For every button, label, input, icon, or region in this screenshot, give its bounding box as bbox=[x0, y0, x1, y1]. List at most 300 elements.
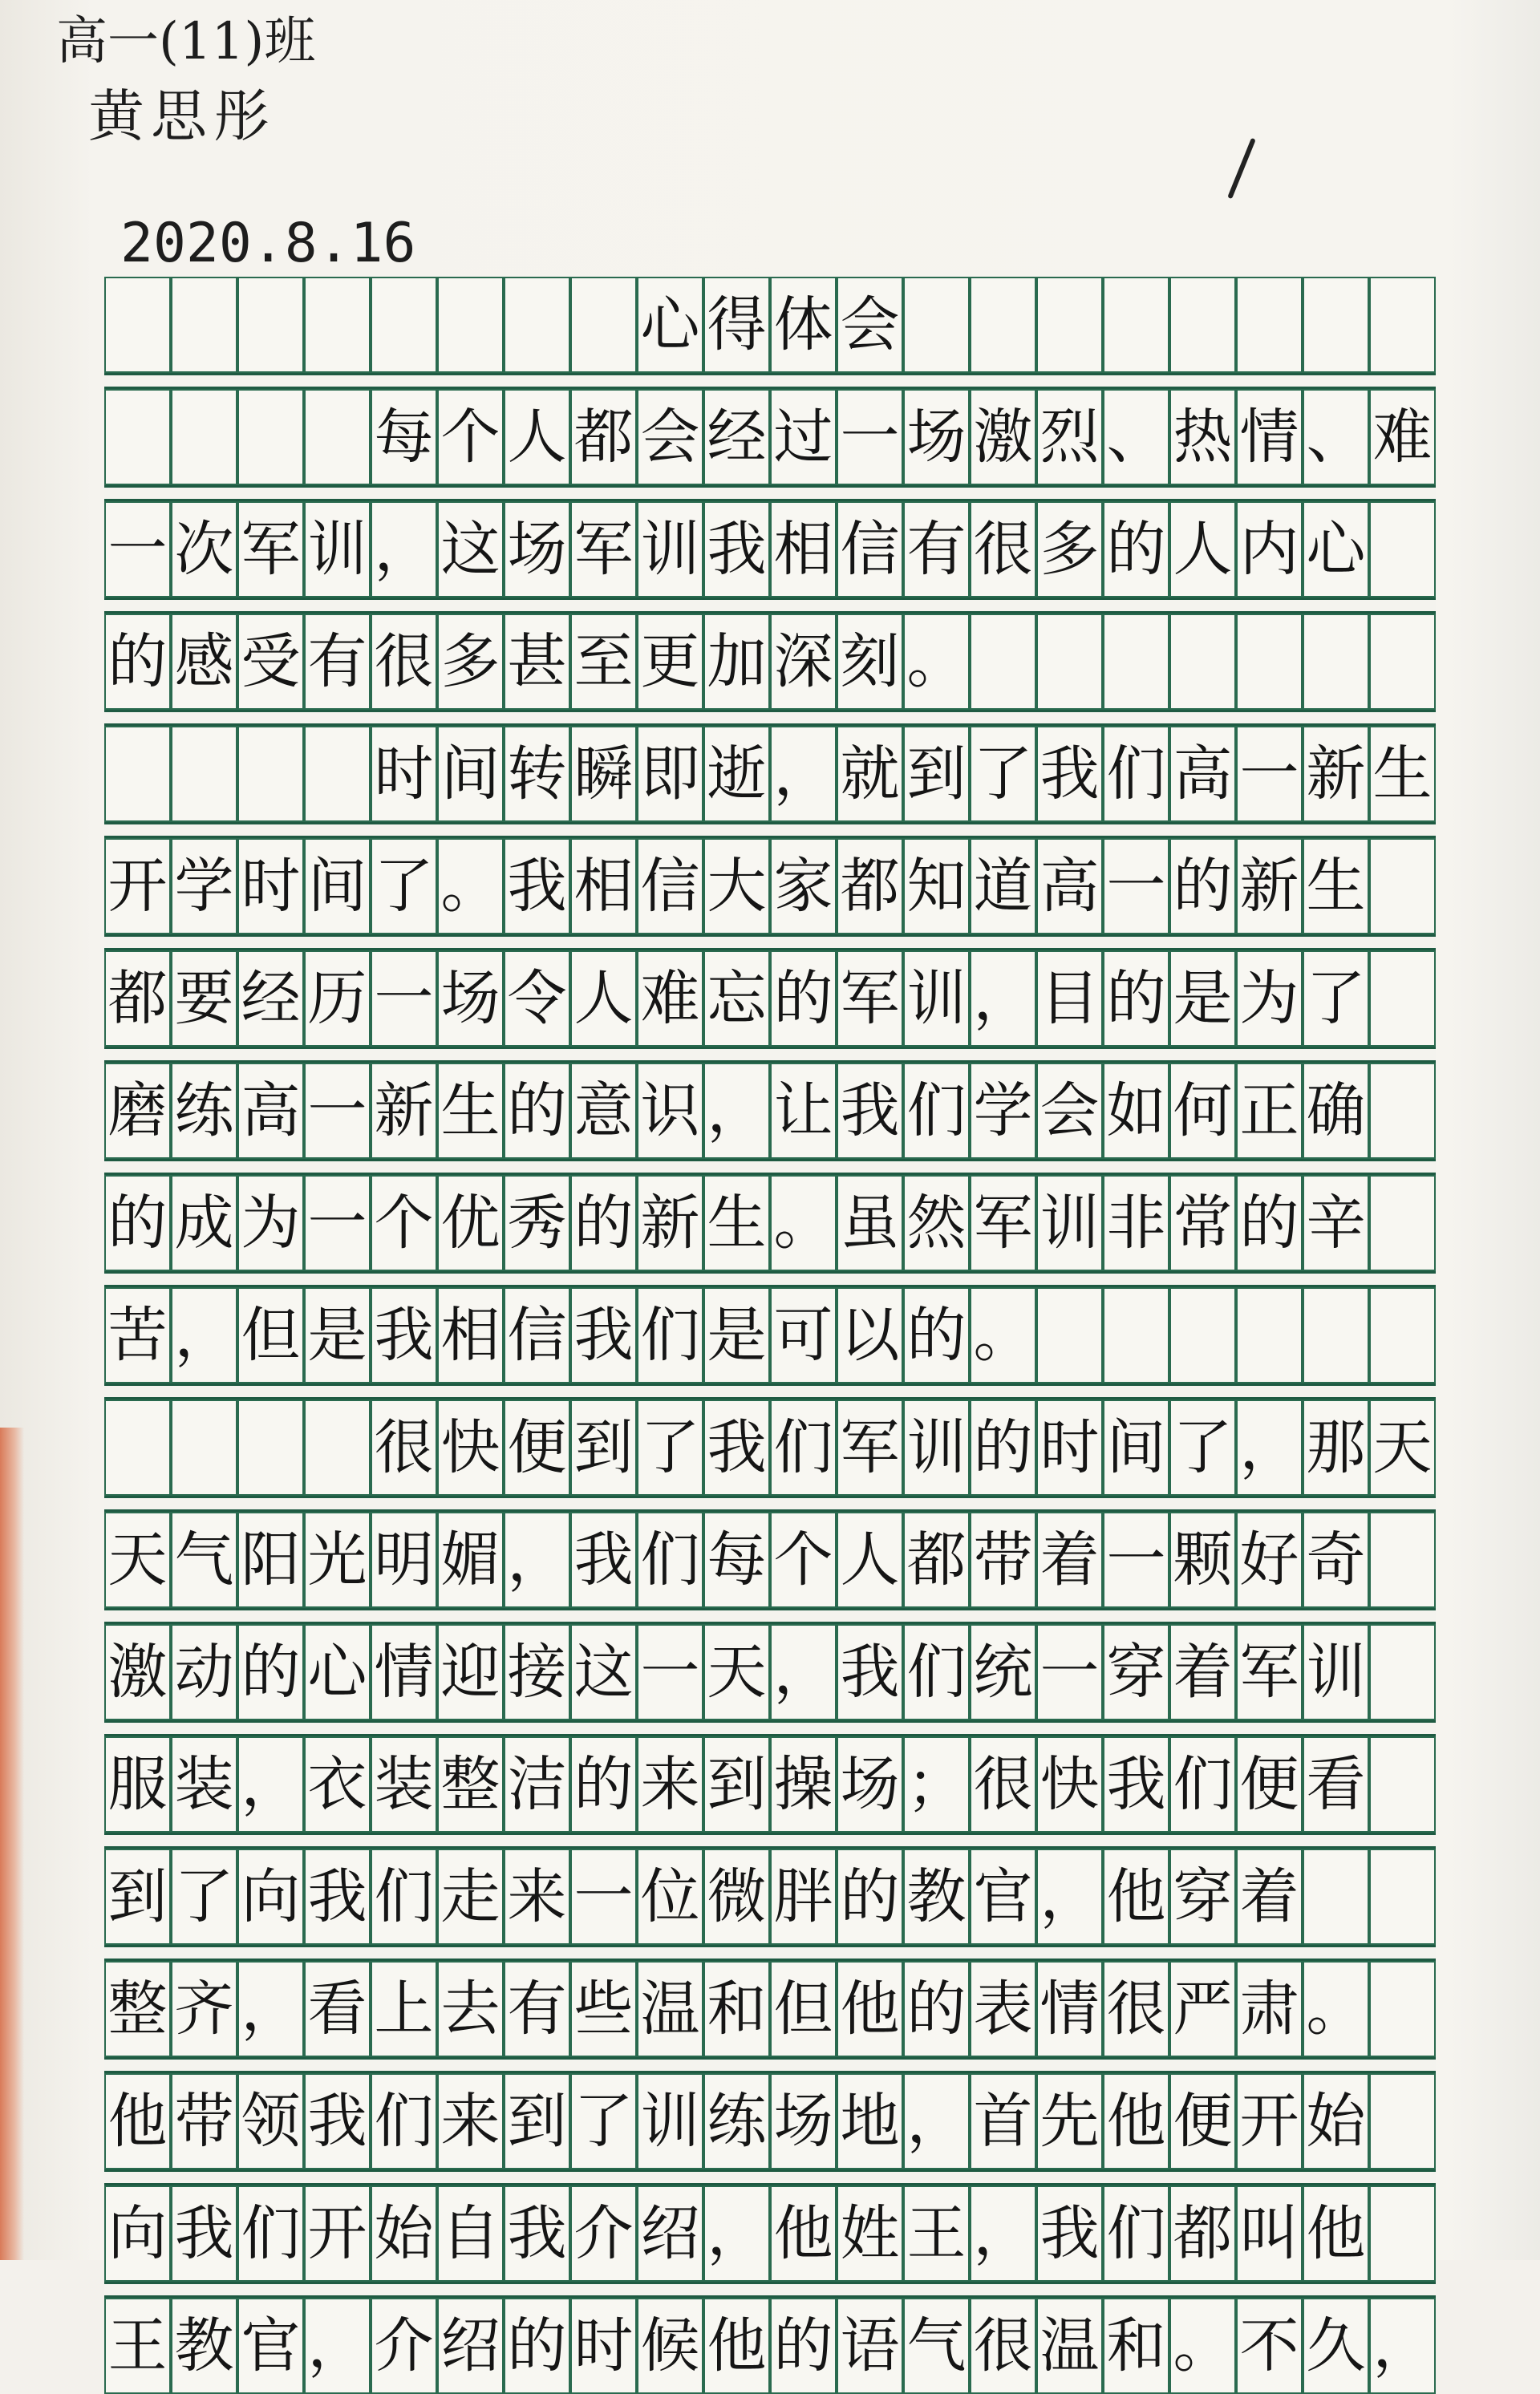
grid-cell: 至 bbox=[570, 614, 637, 710]
grid-cell: ， bbox=[304, 2298, 371, 2394]
grid-cell: 很 bbox=[970, 1736, 1036, 1833]
grid-cell: 姓 bbox=[837, 2185, 903, 2282]
grid-cell: 向 bbox=[237, 1849, 304, 1945]
grid-cell: 会 bbox=[637, 389, 703, 485]
grid-cell: 很 bbox=[371, 614, 437, 710]
grid-cell: 逝 bbox=[703, 726, 770, 822]
grid-cell: 很 bbox=[371, 1400, 437, 1496]
grid-cell: 大 bbox=[703, 838, 770, 934]
grid-cell: 心 bbox=[1303, 501, 1369, 597]
grid-cell: 奇 bbox=[1303, 1512, 1369, 1608]
grid-cell: 新 bbox=[371, 1063, 437, 1159]
grid-cell: 快 bbox=[437, 1400, 504, 1496]
grid-cell: 始 bbox=[371, 2185, 437, 2282]
row-gap bbox=[104, 1945, 1436, 1961]
grid-cell: 以 bbox=[837, 1287, 903, 1383]
grid-cell: 激 bbox=[970, 389, 1036, 485]
row-gap bbox=[104, 934, 1436, 950]
grid-cell: 开 bbox=[304, 2185, 371, 2282]
grid-cell: 的 bbox=[1236, 1175, 1303, 1271]
grid-cell: 快 bbox=[1036, 1736, 1103, 1833]
grid-cell: 带 bbox=[171, 2073, 237, 2169]
grid-cell: 他 bbox=[837, 1961, 903, 2057]
grid-cell bbox=[1369, 1624, 1436, 1720]
grid-cell: 衣 bbox=[304, 1736, 371, 1833]
grid-cell bbox=[1369, 1175, 1436, 1271]
grid-cell: 相 bbox=[770, 501, 837, 597]
grid-cell: ， bbox=[903, 2073, 970, 2169]
grid-cell: 个 bbox=[770, 1512, 837, 1608]
grid-cell: 优 bbox=[437, 1175, 504, 1271]
grid-cell: 热 bbox=[1169, 389, 1236, 485]
grid-cell: ， bbox=[171, 1287, 237, 1383]
grid-cell: 烈 bbox=[1036, 389, 1103, 485]
grid-cell bbox=[237, 726, 304, 822]
grid-cell: 军 bbox=[970, 1175, 1036, 1271]
grid-cell: 教 bbox=[171, 2298, 237, 2394]
grid-cell: 的 bbox=[1103, 950, 1169, 1047]
grid-cell bbox=[970, 614, 1036, 710]
grid-cell bbox=[1369, 950, 1436, 1047]
grid-cell: 都 bbox=[903, 1512, 970, 1608]
grid-cell: 更 bbox=[637, 614, 703, 710]
grid-cell: 他 bbox=[703, 2298, 770, 2394]
row-gap bbox=[104, 1608, 1436, 1624]
grid-cell: 为 bbox=[237, 1175, 304, 1271]
grid-cell: 难 bbox=[637, 950, 703, 1047]
grid-cell bbox=[1103, 1287, 1169, 1383]
grid-cell: 到 bbox=[703, 1736, 770, 1833]
grid-cell: 我 bbox=[1036, 2185, 1103, 2282]
grid-cell: 操 bbox=[770, 1736, 837, 1833]
row-gap bbox=[104, 1496, 1436, 1512]
grid-cell: 我 bbox=[371, 1287, 437, 1383]
grid-cell: ， bbox=[1369, 2298, 1436, 2394]
row-gap bbox=[104, 2169, 1436, 2185]
class-label: 高一(11)班 bbox=[56, 12, 316, 71]
grid-cell: 时 bbox=[570, 2298, 637, 2394]
grid-cell: 都 bbox=[104, 950, 171, 1047]
grid-cell: 情 bbox=[1236, 389, 1303, 485]
grid-cell: 训 bbox=[1303, 1624, 1369, 1720]
grid-cell: 一 bbox=[304, 1063, 371, 1159]
grid-cell: 场 bbox=[903, 389, 970, 485]
grid-cell bbox=[1169, 277, 1236, 373]
grid-cell: 接 bbox=[504, 1624, 570, 1720]
grid-cell: 新 bbox=[1236, 838, 1303, 934]
grid-cell: 语 bbox=[837, 2298, 903, 2394]
grid-cell: 我 bbox=[304, 1849, 371, 1945]
grid-cell: 为 bbox=[1236, 950, 1303, 1047]
grid-cell: 高 bbox=[1036, 838, 1103, 934]
grid-cell: 先 bbox=[1036, 2073, 1103, 2169]
grid-cell: 们 bbox=[903, 1624, 970, 1720]
grid-cell: 那 bbox=[1303, 1400, 1369, 1496]
grid-cell: 王 bbox=[903, 2185, 970, 2282]
grid-cell: 我 bbox=[570, 1512, 637, 1608]
grid-cell: 瞬 bbox=[570, 726, 637, 822]
grid-cell: 一 bbox=[637, 1624, 703, 1720]
grid-cell: 生 bbox=[437, 1063, 504, 1159]
grid-cell: 动 bbox=[171, 1624, 237, 1720]
grid-cell: 我 bbox=[837, 1063, 903, 1159]
grid-cell: 光 bbox=[304, 1512, 371, 1608]
row-gap bbox=[104, 1833, 1436, 1849]
row-gap bbox=[104, 710, 1436, 726]
grid-cell: 个 bbox=[371, 1175, 437, 1271]
grid-cell: 场 bbox=[770, 2073, 837, 2169]
grid-cell bbox=[1103, 614, 1169, 710]
grid-cell bbox=[1369, 2185, 1436, 2282]
grid-cell bbox=[1036, 1287, 1103, 1383]
grid-cell: 的 bbox=[570, 1175, 637, 1271]
grid-cell: 会 bbox=[837, 277, 903, 373]
grid-cell bbox=[237, 1400, 304, 1496]
grid-cell: 人 bbox=[1169, 501, 1236, 597]
grid-cell bbox=[1369, 1736, 1436, 1833]
grid-cell bbox=[1036, 277, 1103, 373]
grid-cell: 便 bbox=[504, 1400, 570, 1496]
grid-cell: 着 bbox=[1169, 1624, 1236, 1720]
grid-cell bbox=[1369, 501, 1436, 597]
grid-cell bbox=[104, 277, 171, 373]
grid-cell: 生 bbox=[703, 1175, 770, 1271]
grid-cell: 颗 bbox=[1169, 1512, 1236, 1608]
grid-cell: 训 bbox=[304, 501, 371, 597]
grid-cell: 了 bbox=[171, 1849, 237, 1945]
grid-cell: 即 bbox=[637, 726, 703, 822]
grid-cell: 我 bbox=[703, 501, 770, 597]
grid-cell bbox=[171, 389, 237, 485]
grid-cell: 知 bbox=[903, 838, 970, 934]
grid-cell: 这 bbox=[437, 501, 504, 597]
grid-cell: 了 bbox=[1169, 1400, 1236, 1496]
grid-cell: 来 bbox=[504, 1849, 570, 1945]
grid-cell: 们 bbox=[1103, 726, 1169, 822]
grid-cell: 有 bbox=[504, 1961, 570, 2057]
grid-cell: 他 bbox=[1303, 2185, 1369, 2282]
grid-cell: 领 bbox=[237, 2073, 304, 2169]
grid-cell: 确 bbox=[1303, 1063, 1369, 1159]
grid-cell: 叫 bbox=[1236, 2185, 1303, 2282]
grid-row bbox=[104, 1624, 1436, 1720]
grid-cell: 的 bbox=[770, 2298, 837, 2394]
grid-cell: 们 bbox=[903, 1063, 970, 1159]
grid-cell: 军 bbox=[837, 950, 903, 1047]
grid-cell: 和 bbox=[703, 1961, 770, 2057]
grid-cell: 有 bbox=[903, 501, 970, 597]
grid-cell: 了 bbox=[371, 838, 437, 934]
grid-cell: 学 bbox=[970, 1063, 1036, 1159]
grid-cell: 相 bbox=[570, 838, 637, 934]
grid-cell: ， bbox=[1236, 1400, 1303, 1496]
grid-cell: 便 bbox=[1169, 2073, 1236, 2169]
grid-cell: 训 bbox=[637, 2073, 703, 2169]
grid-cell: 人 bbox=[837, 1512, 903, 1608]
grid-cell: 都 bbox=[570, 389, 637, 485]
grid-cell: 历 bbox=[304, 950, 371, 1047]
grid-cell: 训 bbox=[903, 1400, 970, 1496]
grid-cell: 洁 bbox=[504, 1736, 570, 1833]
grid-cell: 心 bbox=[304, 1624, 371, 1720]
grid-cell bbox=[171, 726, 237, 822]
grid-cell: 虽 bbox=[837, 1175, 903, 1271]
grid-cell: 都 bbox=[837, 838, 903, 934]
grid-cell: 统 bbox=[970, 1624, 1036, 1720]
grid-cell: 的 bbox=[237, 1624, 304, 1720]
grid-cell: 过 bbox=[770, 389, 837, 485]
grid-cell: 时 bbox=[1036, 1400, 1103, 1496]
grid-row bbox=[104, 2298, 1436, 2394]
grid-cell: 忘 bbox=[703, 950, 770, 1047]
grid-cell: ， bbox=[1036, 1849, 1103, 1945]
grid-cell: 的 bbox=[837, 1849, 903, 1945]
row-gap bbox=[104, 1047, 1436, 1063]
grid-cell: 地 bbox=[837, 2073, 903, 2169]
grid-cell: 人 bbox=[570, 950, 637, 1047]
grid-cell: 每 bbox=[371, 389, 437, 485]
grid-cell: 的 bbox=[504, 1063, 570, 1159]
grid-cell: 了 bbox=[1303, 950, 1369, 1047]
grid-cell bbox=[504, 277, 570, 373]
grid-cell: ， bbox=[970, 950, 1036, 1047]
grid-cell bbox=[1369, 1961, 1436, 2057]
grid-cell: 一 bbox=[104, 501, 171, 597]
grid-cell bbox=[304, 277, 371, 373]
grid-cell: 是 bbox=[304, 1287, 371, 1383]
grid-cell: 们 bbox=[637, 1287, 703, 1383]
grid-cell: 。 bbox=[970, 1287, 1036, 1383]
grid-row bbox=[104, 389, 1436, 485]
grid-cell: 便 bbox=[1236, 1736, 1303, 1833]
grid-cell: 会 bbox=[1036, 1063, 1103, 1159]
grid-cell bbox=[1369, 1063, 1436, 1159]
grid-cell bbox=[437, 277, 504, 373]
row-gap bbox=[104, 1271, 1436, 1287]
grid-cell bbox=[171, 277, 237, 373]
grid-cell: 他 bbox=[104, 2073, 171, 2169]
grid-cell: 的 bbox=[970, 1400, 1036, 1496]
grid-cell: 经 bbox=[237, 950, 304, 1047]
grid-cell: 他 bbox=[1103, 1849, 1169, 1945]
grid-row bbox=[104, 838, 1436, 934]
grid-cell: ， bbox=[371, 501, 437, 597]
grid-cell: 秀 bbox=[504, 1175, 570, 1271]
grid-cell: 着 bbox=[1236, 1849, 1303, 1945]
grid-cell: 穿 bbox=[1103, 1624, 1169, 1720]
grid-cell: 上 bbox=[371, 1961, 437, 2057]
grid-cell: 齐 bbox=[171, 1961, 237, 2057]
grid-cell: 训 bbox=[637, 501, 703, 597]
grid-cell: 多 bbox=[437, 614, 504, 710]
grid-cell: 训 bbox=[1036, 1175, 1103, 1271]
grid-cell: 的 bbox=[104, 1175, 171, 1271]
grid-cell: 令 bbox=[504, 950, 570, 1047]
grid-cell: 都 bbox=[1169, 2185, 1236, 2282]
grid-cell: 要 bbox=[171, 950, 237, 1047]
grid-cell: 识 bbox=[637, 1063, 703, 1159]
grid-cell bbox=[1169, 614, 1236, 710]
grid-cell: 辛 bbox=[1303, 1175, 1369, 1271]
grid-cell: 向 bbox=[104, 2185, 171, 2282]
grid-cell: 我 bbox=[1036, 726, 1103, 822]
grid-cell: 高 bbox=[237, 1063, 304, 1159]
grid-cell: 气 bbox=[903, 2298, 970, 2394]
grid-cell: 位 bbox=[637, 1849, 703, 1945]
grid-cell: 体 bbox=[770, 277, 837, 373]
grid-cell: 到 bbox=[570, 1400, 637, 1496]
grid-cell: 我 bbox=[504, 2185, 570, 2282]
grid-cell: 生 bbox=[1303, 838, 1369, 934]
row-gap bbox=[104, 597, 1436, 614]
grid-row bbox=[104, 277, 1436, 373]
grid-cell: 内 bbox=[1236, 501, 1303, 597]
grid-row bbox=[104, 726, 1436, 822]
row-gap bbox=[104, 1720, 1436, 1736]
grid-cell: 们 bbox=[1103, 2185, 1169, 2282]
grid-cell: ， bbox=[703, 1063, 770, 1159]
grid-cell: 一 bbox=[1103, 1512, 1169, 1608]
grid-cell: 信 bbox=[637, 838, 703, 934]
grid-cell: 开 bbox=[1236, 2073, 1303, 2169]
grid-cell: 目 bbox=[1036, 950, 1103, 1047]
grid-cell: 绍 bbox=[437, 2298, 504, 2394]
grid-cell: 微 bbox=[703, 1849, 770, 1945]
grid-cell bbox=[304, 389, 371, 485]
grid-cell: 穿 bbox=[1169, 1849, 1236, 1945]
grid-cell: 我 bbox=[1103, 1736, 1169, 1833]
grid-cell bbox=[1303, 277, 1369, 373]
grid-cell: 意 bbox=[570, 1063, 637, 1159]
grid-cell: 受 bbox=[237, 614, 304, 710]
grid-row bbox=[104, 1175, 1436, 1271]
grid-cell: ， bbox=[703, 2185, 770, 2282]
grid-cell: 装 bbox=[371, 1736, 437, 1833]
grid-cell bbox=[1303, 1287, 1369, 1383]
grid-cell bbox=[1369, 1287, 1436, 1383]
grid-cell: 他 bbox=[1103, 2073, 1169, 2169]
grid-cell: 经 bbox=[703, 389, 770, 485]
grid-row bbox=[104, 1512, 1436, 1608]
grid-cell: 始 bbox=[1303, 2073, 1369, 2169]
grid-cell: 媚 bbox=[437, 1512, 504, 1608]
grid-cell: 但 bbox=[237, 1287, 304, 1383]
grid-cell bbox=[304, 726, 371, 822]
grid-row bbox=[104, 2185, 1436, 2282]
grid-cell: 看 bbox=[304, 1961, 371, 2057]
grid-row bbox=[104, 1961, 1436, 2057]
grid-cell: 感 bbox=[171, 614, 237, 710]
grid-cell: 。 bbox=[1169, 2298, 1236, 2394]
grid-cell: 情 bbox=[371, 1624, 437, 1720]
grid-cell: 的 bbox=[570, 1736, 637, 1833]
grid-cell bbox=[1369, 614, 1436, 710]
grid-cell bbox=[104, 726, 171, 822]
grid-cell: 王 bbox=[104, 2298, 171, 2394]
grid-cell: 着 bbox=[1036, 1512, 1103, 1608]
grid-cell: 但 bbox=[770, 1961, 837, 2057]
grid-cell: 。 bbox=[437, 838, 504, 934]
grid-cell: 看 bbox=[1303, 1736, 1369, 1833]
grid-cell: 温 bbox=[637, 1961, 703, 2057]
grid-cell: ， bbox=[770, 1624, 837, 1720]
grid-cell: 我 bbox=[703, 1400, 770, 1496]
row-gap bbox=[104, 822, 1436, 838]
grid-cell bbox=[1236, 614, 1303, 710]
grid-cell: 。 bbox=[1303, 1961, 1369, 2057]
grid-row bbox=[104, 1736, 1436, 1833]
grid-cell bbox=[104, 389, 171, 485]
grid-cell bbox=[1369, 1512, 1436, 1608]
grid-cell: 他 bbox=[770, 2185, 837, 2282]
grid-cell: 练 bbox=[171, 1063, 237, 1159]
grid-cell: 这 bbox=[570, 1624, 637, 1720]
grid-cell: 的 bbox=[504, 2298, 570, 2394]
grid-cell: 相 bbox=[437, 1287, 504, 1383]
grid-cell bbox=[1369, 277, 1436, 373]
grid-cell: 深 bbox=[770, 614, 837, 710]
grid-cell: 转 bbox=[504, 726, 570, 822]
grid-cell: 新 bbox=[1303, 726, 1369, 822]
grid-cell: 到 bbox=[504, 2073, 570, 2169]
grid-cell: 气 bbox=[171, 1512, 237, 1608]
grid-cell: 些 bbox=[570, 1961, 637, 2057]
grid-cell: 官 bbox=[970, 1849, 1036, 1945]
grid-cell: ； bbox=[903, 1736, 970, 1833]
grid-cell: 不 bbox=[1236, 2298, 1303, 2394]
grid-cell: 表 bbox=[970, 1961, 1036, 2057]
grid-cell: 间 bbox=[304, 838, 371, 934]
grid-cell: 久 bbox=[1303, 2298, 1369, 2394]
grid-cell: 我 bbox=[304, 2073, 371, 2169]
grid-cell: 有 bbox=[304, 614, 371, 710]
grid-cell bbox=[304, 1400, 371, 1496]
grid-cell: 绍 bbox=[637, 2185, 703, 2282]
grid-cell: 了 bbox=[570, 2073, 637, 2169]
grid-cell: 、 bbox=[1103, 389, 1169, 485]
grid-cell: 们 bbox=[371, 2073, 437, 2169]
student-name: 黄思彤 bbox=[88, 83, 276, 149]
grid-cell: 军 bbox=[237, 501, 304, 597]
grid-cell: 来 bbox=[637, 1736, 703, 1833]
grid-cell: 和 bbox=[1103, 2298, 1169, 2394]
grid-cell: 正 bbox=[1236, 1063, 1303, 1159]
grid-cell: 的 bbox=[770, 950, 837, 1047]
grid-cell: 开 bbox=[104, 838, 171, 934]
grid-cell: 我 bbox=[504, 838, 570, 934]
grid-cell: 的 bbox=[1169, 838, 1236, 934]
grid-cell: 整 bbox=[437, 1736, 504, 1833]
row-gap bbox=[104, 2057, 1436, 2073]
grid-cell: 何 bbox=[1169, 1063, 1236, 1159]
grid-cell: 们 bbox=[770, 1400, 837, 1496]
paper-edge-stain bbox=[0, 1428, 24, 2260]
grid-cell: 候 bbox=[637, 2298, 703, 2394]
grid-cell: 教 bbox=[903, 1849, 970, 1945]
grid-cell: 信 bbox=[837, 501, 903, 597]
grid-cell: 们 bbox=[371, 1849, 437, 1945]
grid-cell: 迎 bbox=[437, 1624, 504, 1720]
grid-cell: 磨 bbox=[104, 1063, 171, 1159]
grid-cell: 带 bbox=[970, 1512, 1036, 1608]
grid-cell: 们 bbox=[637, 1512, 703, 1608]
grid-cell: 时 bbox=[371, 726, 437, 822]
grid-cell: 一 bbox=[1236, 726, 1303, 822]
grid-cell bbox=[1236, 277, 1303, 373]
grid-cell: 然 bbox=[903, 1175, 970, 1271]
grid-cell: 场 bbox=[837, 1736, 903, 1833]
grid-cell bbox=[1303, 1849, 1369, 1945]
